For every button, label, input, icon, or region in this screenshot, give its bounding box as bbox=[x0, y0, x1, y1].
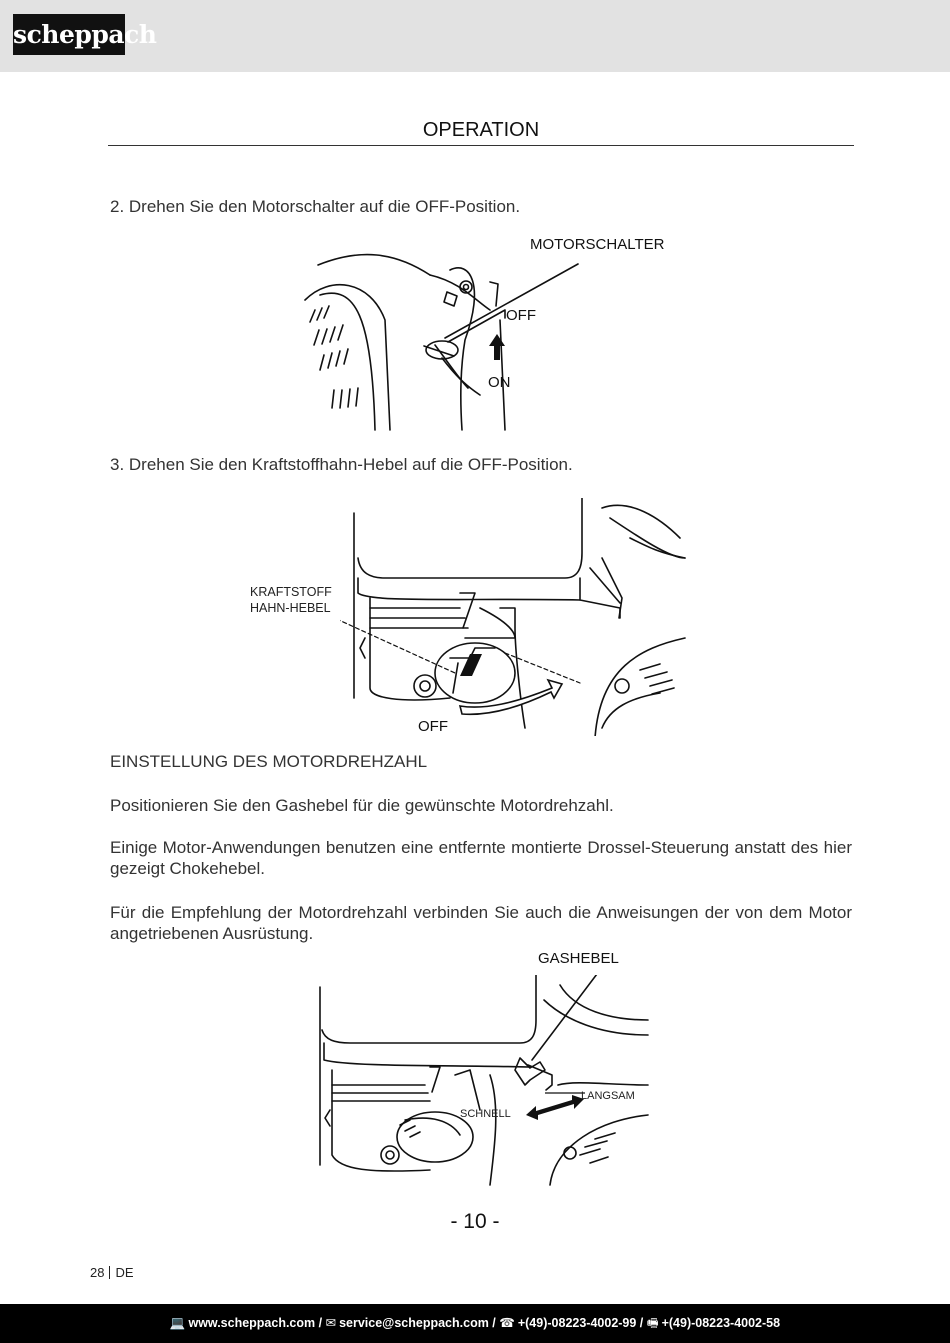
footer-phone: +(49)-08223-4002-99 / bbox=[517, 1316, 644, 1330]
speed-paragraph-1: Positionieren Sie den Gashebel für die gewünschte Motordrehzahl. bbox=[110, 796, 614, 815]
figure-throttle bbox=[310, 975, 650, 1190]
section-title: OPERATION bbox=[422, 119, 540, 141]
page-reference bbox=[90, 1265, 134, 1280]
page-ref-language: DE bbox=[115, 1265, 134, 1280]
speed-paragraph-3: Für die Empfehlung der Motordrehzahl verbinden Sie auch die Anweisungen der von dem Motor angetriebenen Ausrüstung. bbox=[110, 903, 852, 943]
figure-fuel-valve bbox=[340, 498, 695, 736]
page-ref-number: 28 bbox=[90, 1265, 105, 1280]
page-ref-separator bbox=[109, 1266, 110, 1279]
step-3-text: 3. Drehen Sie den Kraftstoffhahn-Hebel auf die OFF-Position. bbox=[110, 455, 573, 474]
label-motorschalter: MOTORSCHALTER bbox=[530, 236, 665, 253]
speed-heading: EINSTELLUNG DES MOTORDREHZAHL bbox=[110, 752, 428, 771]
step-2-text: 2. Drehen Sie den Motorschalter auf die OFF-Position. bbox=[110, 197, 521, 216]
page-number: - 10 - bbox=[450, 1210, 500, 1233]
label-fuel-lever-line2: HAHN-HEBEL bbox=[250, 601, 331, 615]
fuel-valve-illustration bbox=[340, 498, 695, 736]
speed-paragraph-2: Einige Motor-Anwendungen benutzen eine entfernte montierte Drossel-Steuerung anstatt des hier gezeigt Chokehebel. bbox=[110, 838, 852, 878]
engine-switch-illustration bbox=[300, 230, 690, 435]
label-fuel-off: OFF bbox=[418, 718, 448, 735]
footer-contact-bar bbox=[0, 1304, 950, 1343]
brand-logo: scheppach bbox=[13, 14, 125, 55]
computer-icon: 💻 bbox=[169, 1316, 186, 1330]
footer-website[interactable]: www.scheppach.com / bbox=[188, 1316, 323, 1330]
figure-engine-switch bbox=[300, 230, 690, 435]
phone-icon: ☎ bbox=[499, 1316, 515, 1330]
fax-icon: 🖷 bbox=[646, 1316, 659, 1330]
label-switch-off: OFF bbox=[506, 307, 536, 324]
label-schnell: SCHNELL bbox=[460, 1108, 511, 1120]
title-divider bbox=[108, 145, 854, 146]
label-switch-on: ON bbox=[488, 374, 511, 391]
label-fuel-lever-line1: KRAFTSTOFF bbox=[250, 585, 332, 599]
footer-fax: +(49)-08223-4002-58 bbox=[661, 1316, 781, 1330]
footer-email[interactable]: service@scheppach.com / bbox=[339, 1316, 496, 1330]
label-gashebel: GASHEBEL bbox=[538, 950, 619, 967]
throttle-illustration bbox=[310, 975, 650, 1190]
label-langsam: LANGSAM bbox=[581, 1090, 635, 1102]
mail-icon: ✉ bbox=[325, 1316, 337, 1330]
